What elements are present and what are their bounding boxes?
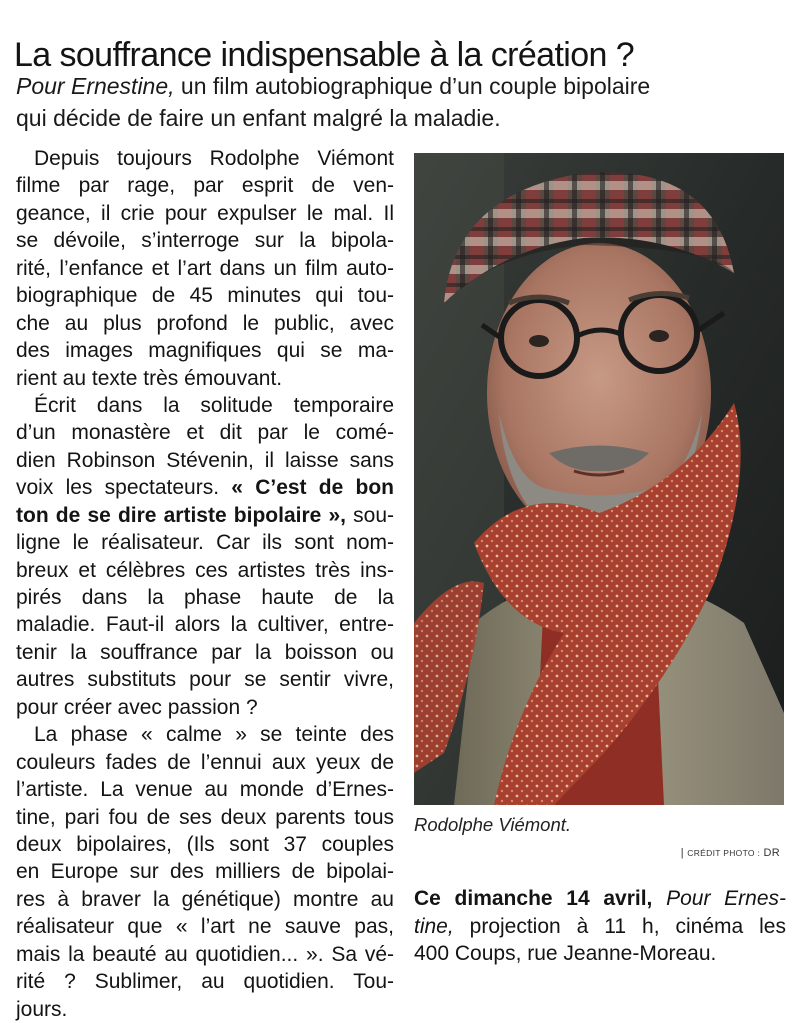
body-line: maladie. Faut-il alors la cultiver, entre- — [16, 613, 394, 637]
credit-label: CRÉDIT PHOTO : — [687, 848, 761, 858]
body-line — [16, 474, 394, 501]
photo-caption: Rodolphe Viémont. — [414, 814, 572, 835]
body-line: réalisateur que « l’art ne sauve pas, — [16, 915, 394, 939]
standfirst-line-1: un film autobiographique d’un couple bipolaire — [174, 73, 651, 99]
article-body — [16, 145, 394, 1023]
body-line: rité, l’enfance et l’art dans un film auto- — [16, 256, 394, 280]
body-line-text: voix les spectateurs. — [16, 476, 220, 500]
info-line — [414, 885, 786, 913]
info-film-title: Pour Ernes- — [652, 887, 786, 910]
body-line: jours. — [16, 997, 68, 1021]
body-line: tine, pari fou de ses deux parents tous — [16, 805, 394, 829]
info-line: 400 Coups, rue Jeanne-Moreau. — [414, 942, 717, 965]
body-line: geance, il crie pour expulser le mal. Il — [16, 201, 394, 225]
info-line — [414, 913, 786, 941]
body-line: pirés dans la phase haute de la — [16, 586, 394, 609]
headline: La souffrance indispensable à la création ? — [14, 35, 635, 74]
body-line: en Europe sur des milliers de bipolai- — [16, 860, 394, 884]
body-line: couleurs fades de l’ennui aux yeux de — [16, 750, 394, 774]
body-line: pour créer avec passion ? — [16, 695, 258, 719]
portrait-photo — [414, 153, 784, 805]
credit-value: DR — [763, 847, 780, 859]
body-line: filme par rage, par esprit de ven- — [16, 174, 394, 198]
body-line: ligne le réalisateur. Car ils sont nom- — [16, 531, 394, 555]
standfirst-line-2: qui décide de faire un enfant malgré la maladie. — [16, 105, 501, 131]
body-line: Depuis toujours Rodolphe Viémont — [34, 147, 394, 170]
portrait-illustration — [414, 153, 784, 805]
screening-info — [414, 885, 786, 968]
body-line: l’artiste. La venue au monde d’Ernes- — [16, 778, 394, 802]
body-line: tenir la souffrance par la boisson ou — [16, 640, 394, 664]
body-line: Écrit dans la solitude temporaire — [34, 393, 394, 417]
body-line: che au plus profond le public, avec — [16, 311, 394, 335]
body-line — [16, 502, 394, 529]
standfirst — [16, 70, 786, 134]
body-line: deux bipolaires, (Ils sont 37 couples — [16, 832, 394, 856]
body-line: des images magnifiques qui se ma- — [16, 339, 394, 363]
body-line: autres substituts pour se sentir vivre, — [16, 668, 394, 692]
quote-bold: ton de se dire artiste bipolaire », — [16, 503, 346, 527]
body-line: mais la beauté au quotidien... ». Sa vé- — [16, 942, 394, 966]
info-date: Ce dimanche 14 avril, — [414, 887, 653, 910]
body-line: d’un monastère et dit par le comé- — [16, 421, 394, 445]
body-line: res à braver la génétique) montre au — [16, 887, 394, 911]
body-line: La phase « calme » se teinte des — [34, 723, 394, 747]
info-text: projection à 11 h, cinéma les — [453, 914, 786, 938]
info-film-title: tine, — [414, 914, 454, 938]
standfirst-film-title: Pour Ernestine, — [16, 73, 175, 99]
body-line: breux et célèbres ces artistes très ins- — [16, 558, 394, 582]
quote-bold: « C’est de bon — [231, 476, 394, 500]
body-line: se dévoile, s’interroge sur la bipola- — [16, 229, 394, 253]
body-line: biographique de 45 minutes qui tou- — [16, 284, 394, 308]
body-line: dien Robinson Stévenin, il laisse sans — [16, 448, 394, 472]
body-line: rient au texte très émouvant. — [16, 366, 283, 390]
body-line-text: sou- — [345, 503, 394, 527]
photo-credit: | CRÉDIT PHOTO : DR — [680, 847, 780, 859]
body-line: rité ? Sublimer, au quotidien. Tou- — [16, 970, 394, 994]
